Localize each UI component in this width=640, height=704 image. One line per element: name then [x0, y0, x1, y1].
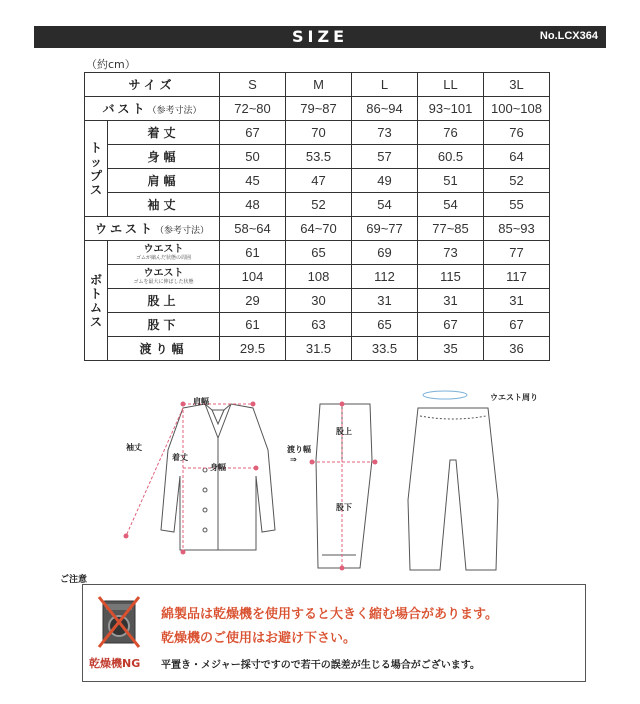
table-cell: 63	[286, 313, 352, 337]
table-cell: 67	[484, 313, 550, 337]
table-cell: 49	[352, 169, 418, 193]
waist-value: 58~64	[220, 217, 286, 241]
size-label: サイズ	[85, 73, 220, 97]
bottoms-row-label: 股下	[108, 313, 220, 337]
table-cell: 45	[220, 169, 286, 193]
bust-row	[85, 97, 550, 121]
size-header-bar	[34, 26, 606, 48]
tops-row-label: 着丈	[108, 121, 220, 145]
table-cell: 31	[418, 289, 484, 313]
size-col: L	[352, 73, 418, 97]
bottoms-row-label: ウエスト ゴムを最大に伸ばした状態	[108, 265, 220, 289]
table-cell: 65	[352, 313, 418, 337]
bust-value: 86~94	[352, 97, 418, 121]
waist-row	[85, 217, 550, 241]
table-cell: 30	[286, 289, 352, 313]
tops-row	[85, 193, 550, 217]
size-title: SIZE	[291, 27, 348, 46]
tops-row	[85, 169, 550, 193]
notice-box	[82, 584, 586, 682]
table-cell: 55	[484, 193, 550, 217]
bust-value: 72~80	[220, 97, 286, 121]
table-cell: 115	[418, 265, 484, 289]
table-cell: 52	[484, 169, 550, 193]
thigh-label: 渡り幅	[287, 445, 311, 454]
table-cell: 61	[220, 241, 286, 265]
bottoms-row-label: 股上	[108, 289, 220, 313]
tops-row-label: 身幅	[108, 145, 220, 169]
shirt-diagram	[161, 404, 275, 550]
bust-value: 100~108	[484, 97, 550, 121]
bottoms-row	[85, 313, 550, 337]
tops-row	[85, 121, 550, 145]
shirt-measure-lines	[124, 402, 259, 555]
table-cell: 117	[484, 265, 550, 289]
thigh-arrow-icon: ⇒	[290, 455, 297, 464]
measurement-note: 平置き・メジャー採寸ですので若干の誤差が生じる場合がございます。	[161, 660, 480, 671]
table-cell: 77	[484, 241, 550, 265]
unit-label: （約cm）	[86, 58, 136, 71]
table-cell: 29.5	[220, 337, 286, 361]
table-cell: 60.5	[418, 145, 484, 169]
tops-row-label: 肩幅	[108, 169, 220, 193]
table-cell: 67	[418, 313, 484, 337]
size-col: S	[220, 73, 286, 97]
tops-row	[85, 145, 550, 169]
bottoms-row	[85, 241, 550, 265]
table-cell: 29	[220, 289, 286, 313]
table-cell: 33.5	[352, 337, 418, 361]
table-cell: 54	[352, 193, 418, 217]
product-code: No.LCX364	[539, 30, 598, 42]
pants-front-diagram	[408, 391, 498, 570]
table-cell: 64	[484, 145, 550, 169]
bottoms-row-label: 渡り幅	[108, 337, 220, 361]
size-header-row	[85, 73, 550, 97]
table-cell: 36	[484, 337, 550, 361]
table-cell: 50	[220, 145, 286, 169]
size-col: 3L	[484, 73, 550, 97]
waist-value: 85~93	[484, 217, 550, 241]
dryer-ng-label: 乾燥機NG	[89, 657, 141, 670]
table-cell: 51	[418, 169, 484, 193]
table-cell: 67	[220, 121, 286, 145]
bottoms-row	[85, 337, 550, 361]
body-width-label: 身幅	[210, 463, 226, 472]
table-cell: 108	[286, 265, 352, 289]
size-col: LL	[418, 73, 484, 97]
table-cell: 35	[418, 337, 484, 361]
table-cell: 76	[484, 121, 550, 145]
shoulder-label: 肩幅	[193, 397, 209, 406]
table-cell: 31	[484, 289, 550, 313]
tops-category: ト ッ プ ス	[85, 121, 108, 217]
table-cell: 73	[352, 121, 418, 145]
table-cell: 54	[418, 193, 484, 217]
table-cell: 52	[286, 193, 352, 217]
rise-label: 股上	[336, 427, 352, 436]
tops-row-label: 袖丈	[108, 193, 220, 217]
table-cell: 112	[352, 265, 418, 289]
warning-line-1: 綿製品は乾燥機を使用すると大きく縮む場合があります。	[161, 607, 498, 622]
table-cell: 73	[418, 241, 484, 265]
table-cell: 57	[352, 145, 418, 169]
table-cell: 47	[286, 169, 352, 193]
table-cell: 69	[352, 241, 418, 265]
bottoms-row	[85, 265, 550, 289]
table-cell: 65	[286, 241, 352, 265]
bottoms-row-label: ウエスト ゴムが縮んだ状態の周囲	[108, 241, 220, 265]
table-cell: 70	[286, 121, 352, 145]
bust-value: 79~87	[286, 97, 352, 121]
table-cell: 76	[418, 121, 484, 145]
bust-value: 93~101	[418, 97, 484, 121]
bottoms-category: ボ ト ム ス	[85, 241, 108, 361]
sleeve-label: 袖丈	[126, 443, 142, 452]
size-col: M	[286, 73, 352, 97]
waist-value: 64~70	[286, 217, 352, 241]
inseam-label: 股下	[336, 503, 352, 512]
waist-value: 69~77	[352, 217, 418, 241]
length-label: 着丈	[172, 453, 188, 462]
table-cell: 61	[220, 313, 286, 337]
size-table	[84, 72, 550, 361]
bottoms-row	[85, 289, 550, 313]
waist-label: ウエスト（参考寸法）	[85, 217, 220, 241]
waist-around-label: ウエスト周り	[490, 393, 538, 402]
dryer-ng-icon	[97, 595, 141, 649]
measurement-diagrams	[0, 380, 640, 575]
notice-label: ご注意	[60, 575, 88, 585]
waist-value: 77~85	[418, 217, 484, 241]
warning-line-2: 乾燥機のご使用はお避け下さい。	[161, 631, 357, 646]
table-cell: 53.5	[286, 145, 352, 169]
table-cell: 104	[220, 265, 286, 289]
table-cell: 48	[220, 193, 286, 217]
table-cell: 31	[352, 289, 418, 313]
table-cell: 31.5	[286, 337, 352, 361]
bust-label: バスト（参考寸法）	[85, 97, 220, 121]
